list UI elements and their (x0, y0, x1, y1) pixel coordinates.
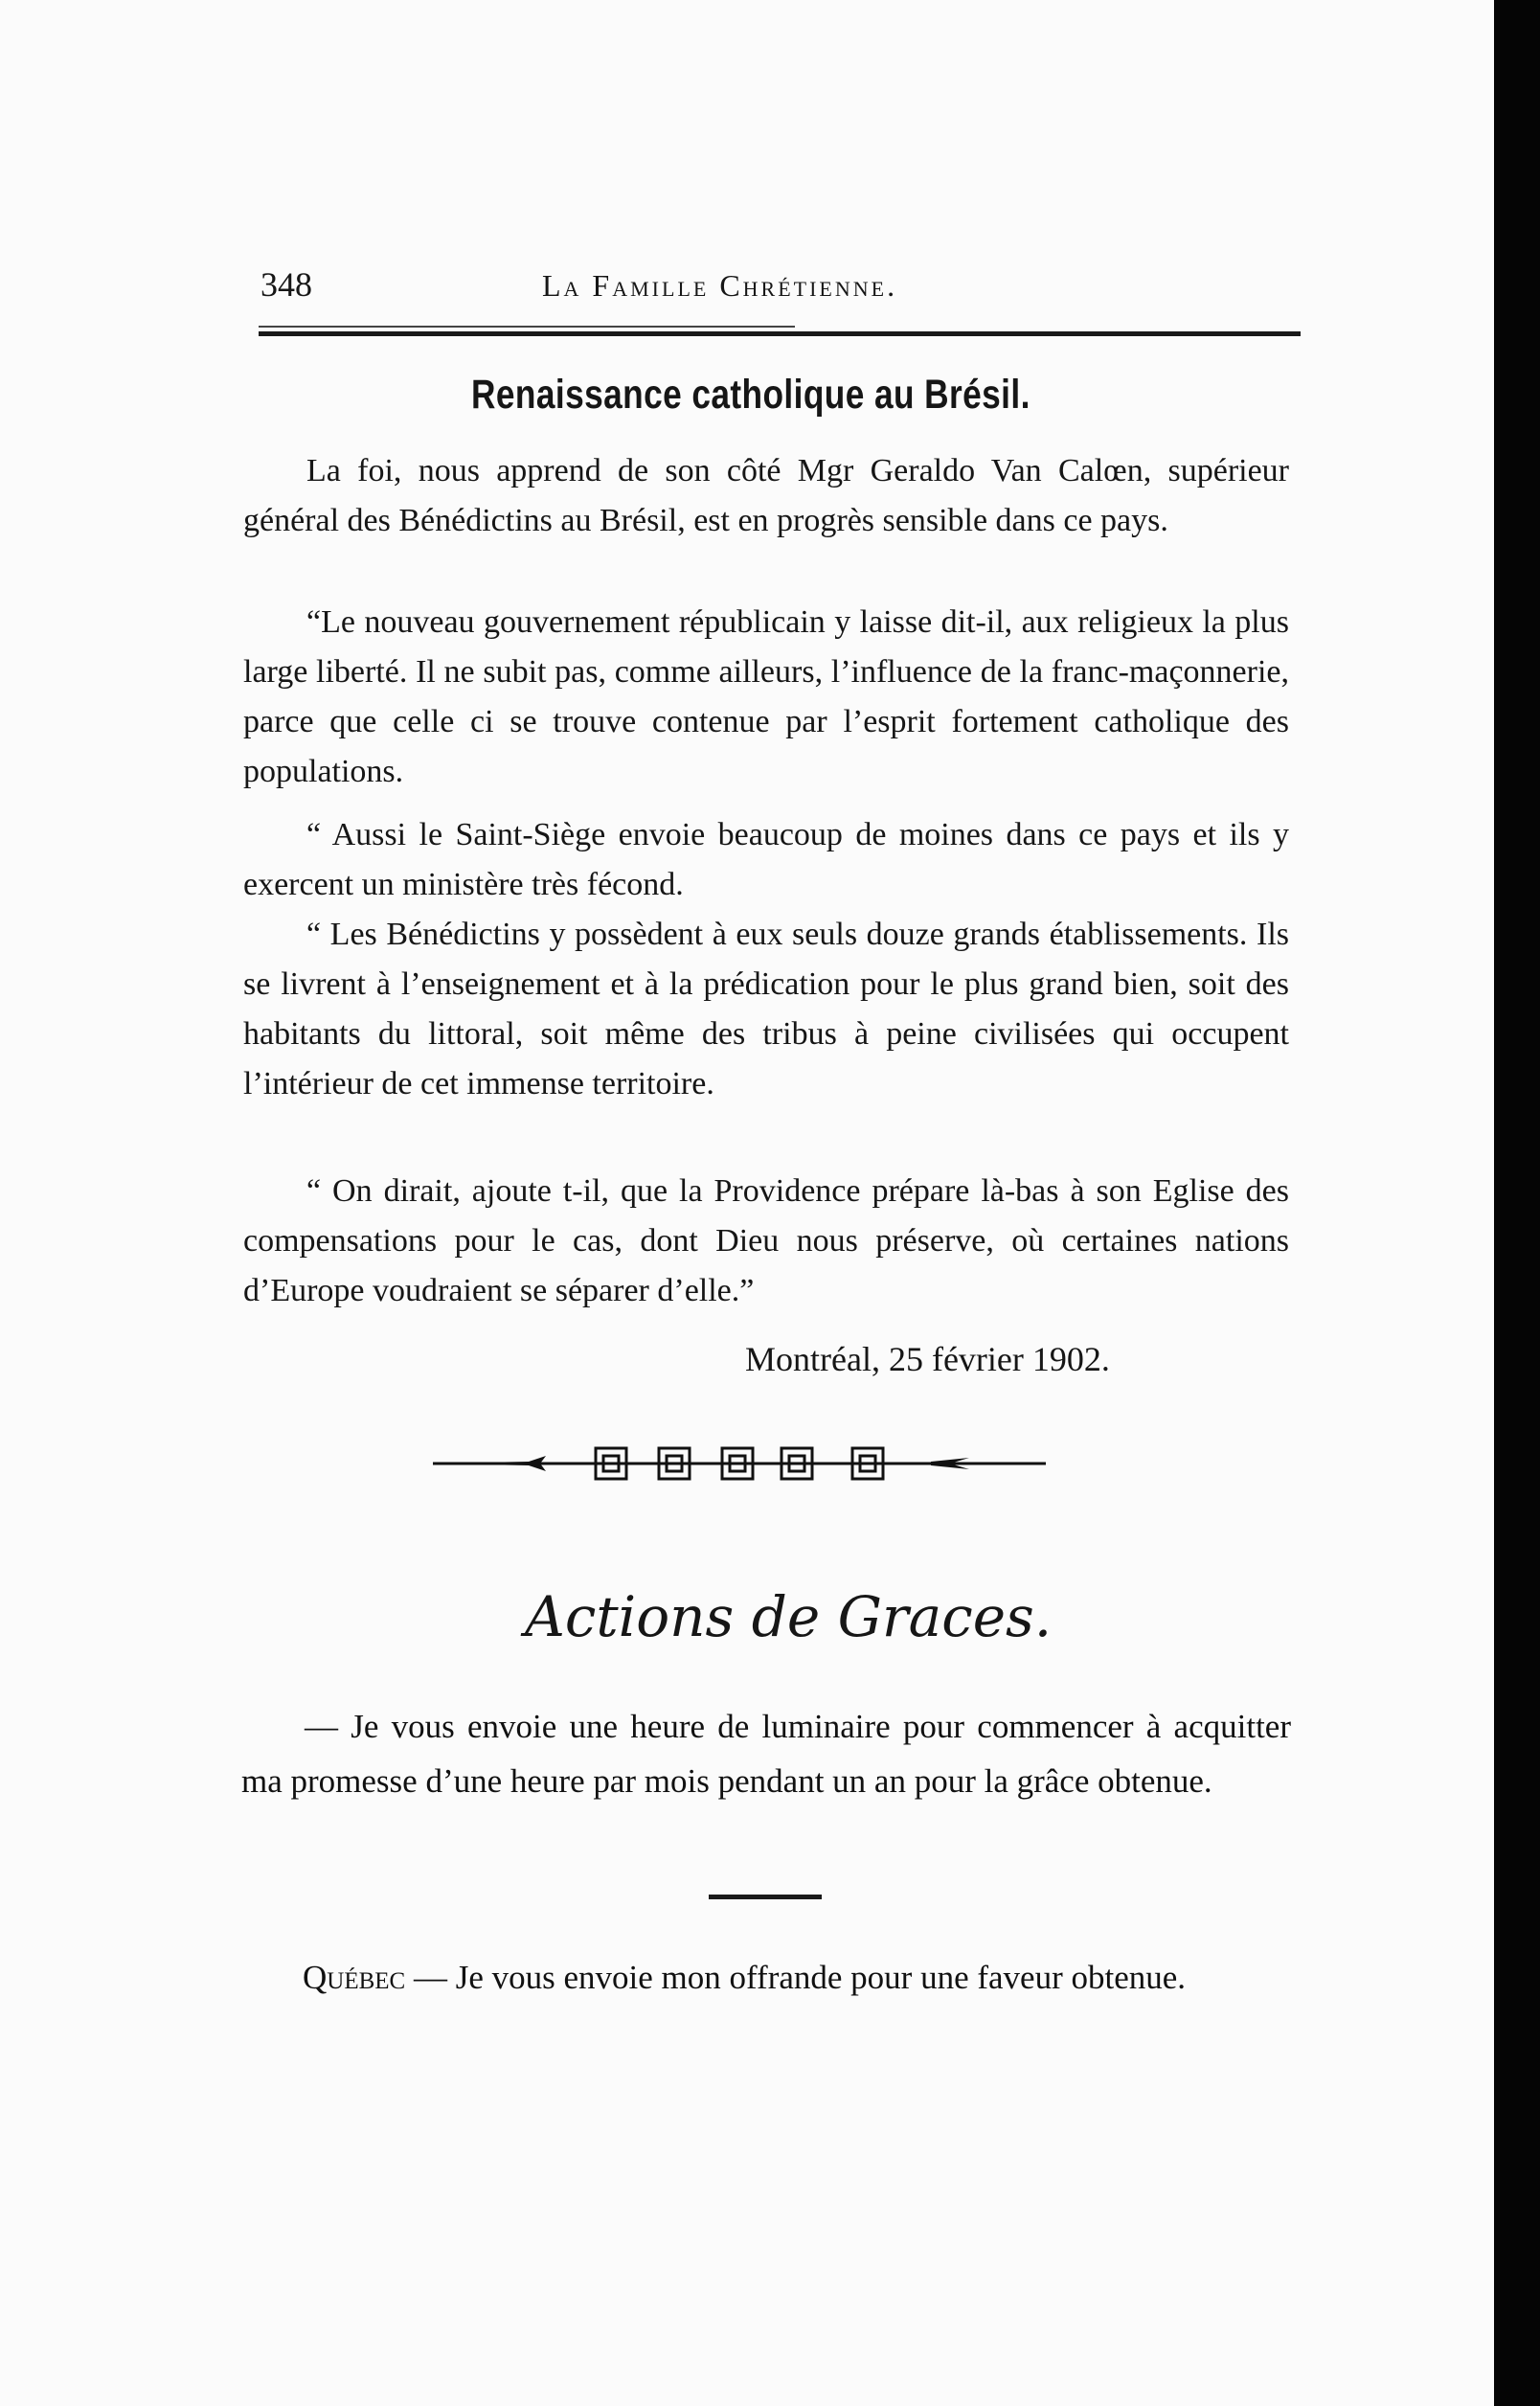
header-rule-thin (259, 326, 795, 328)
entry-place: Québec (303, 1959, 406, 1996)
article-title: Renaissance catholique au Brésil. (471, 372, 1030, 418)
signature: Montréal, 25 février 1902. (745, 1340, 1110, 1378)
paragraph-5: “ On dirait, ajoute t-il, que la Providence prépare là-bas à son Eglise des compensations pour le cas, dont Dieu nous préserve, où certaines nations d’Europe voudraient se séparer d’elle.” (243, 1173, 1289, 1308)
paragraph-1: La foi, nous apprend de son côté Mgr Geraldo Van Calœn, supérieur général des Bénédictins au Brésil, est en progrès sensible dans ce pays. (243, 453, 1289, 538)
thanks-entry-2 (239, 1950, 1289, 2005)
paragraph-4: “ Les Bénédictins y possèdent à eux seuls douze grands établissements. Ils se livrent à l’enseignement et à la prédication pour le plus grand bien, soit des habitants du littoral, soit même des tribus à peine civilisées qui occupent l’intérieur de cet immense territoire. (243, 917, 1289, 1101)
separator-rule (709, 1895, 822, 1899)
paragraph-2: “Le nouveau gouvernement républicain y laisse dit-il, aux religieux la plus large liberté. Il ne subit pas, comme ailleurs, l’influence de la franc-maçonnerie, parce que celle ci se trouve contenue par l’esprit fortement catholique des populations. (243, 604, 1289, 789)
thanks-entry-1: — Je vous envoie une heure de luminaire pour commencer à acquitter ma promesse d’une heure par mois pendant un an pour la grâce obtenue. (241, 1708, 1291, 1800)
entry-text: — Je vous envoie mon offrande pour une faveur obtenue. (405, 1959, 1187, 1996)
header-rule (259, 331, 1301, 336)
page-number: 348 (260, 265, 312, 304)
ornament-divider (433, 1444, 1046, 1483)
paragraph-3: “ Aussi le Saint-Siège envoie beaucoup de moines dans ce pays et ils y exercent un ministère très fécond. (243, 817, 1289, 902)
thanks-title: Actions de Graces. (525, 1584, 1053, 1649)
running-title: La Famille Chrétienne. (542, 268, 898, 303)
scan-edge (1494, 0, 1540, 2406)
